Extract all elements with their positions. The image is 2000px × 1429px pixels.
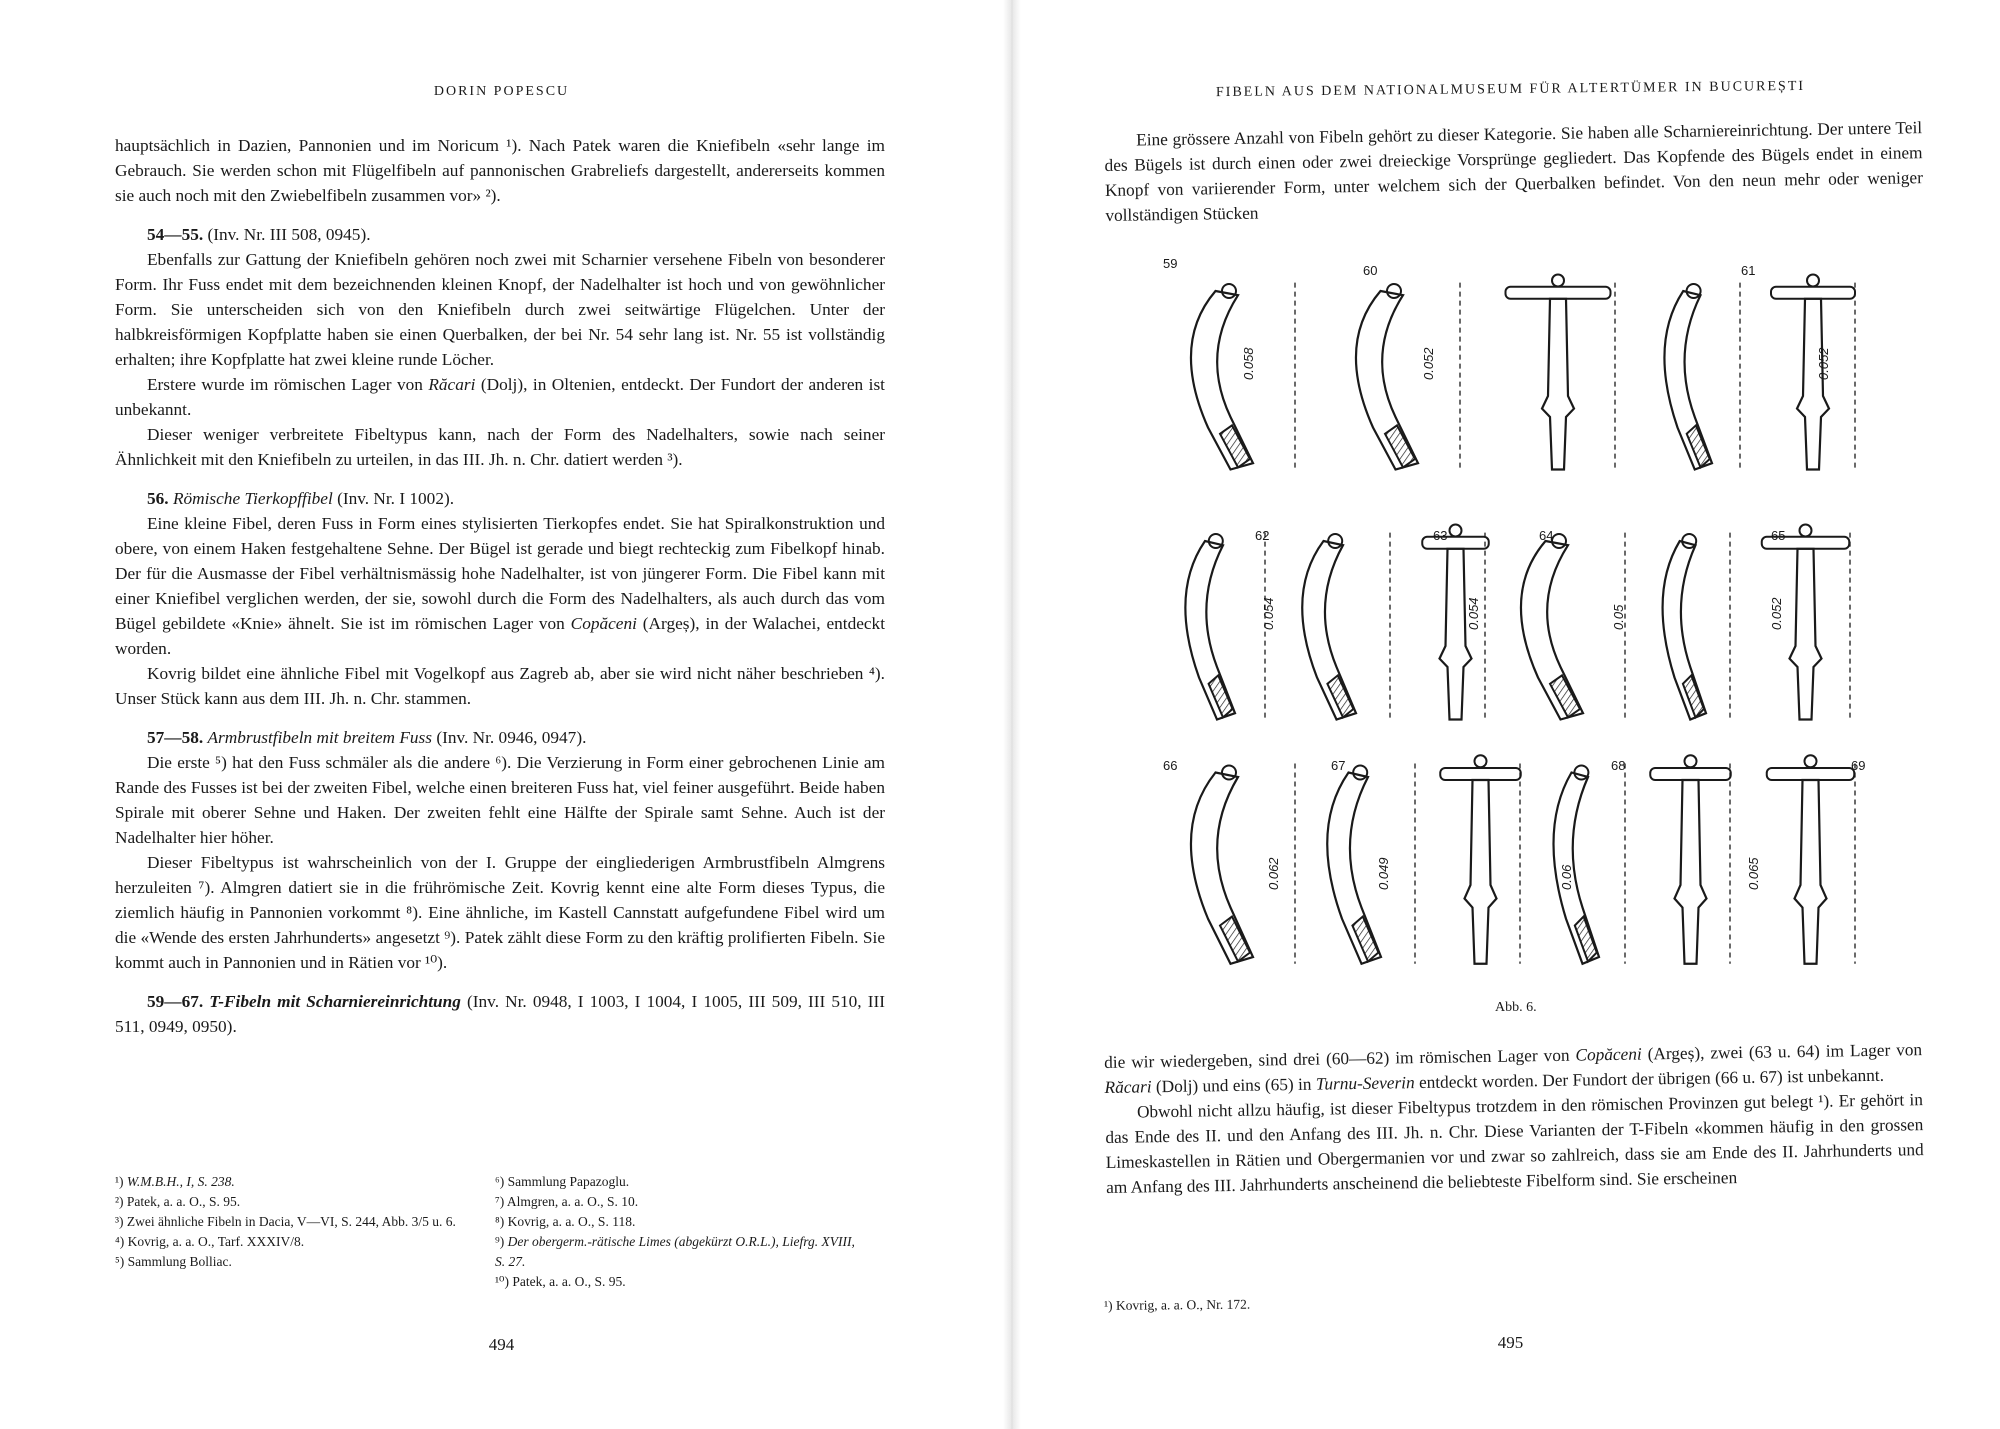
footnote-mark: ⁶) [495,1174,505,1189]
scale-label: 0.054 [1466,597,1481,630]
entry-number: 57—58. [147,728,204,747]
entry-title: Römische Tierkopffibel [172,489,333,508]
paragraph: Dieser weniger verbreitete Fibeltypus kann, nach der Form des Nadelhalters, sowie nach seiner Ähnlichkeit mit den Kniefibeln zu urteilen, in das III. Jh. n. Chr. datiert werden ³). [115,425,885,469]
scale-label: 0.062 [1266,857,1281,890]
scale-label: 0.052 [1816,347,1831,380]
place-name: Răcari [428,375,476,394]
fibula-drawing [1767,755,1855,964]
entry-inventory: (Inv. Nr. I 1002). [337,489,455,508]
paragraph: Kovrig bildet eine ähnliche Fibel mit Vogelkopf aus Zagreb ab, aber sie wird nicht näher beschrieben ⁴). Unser Stück kann aus dem III. Jh. n. Chr. stammen. [115,664,885,708]
fibula-drawing [1506,275,1616,470]
text-span: (Dolj), in Oltenien, entdeckt. Der Fundort der anderen ist unbekannt. [115,375,885,419]
place-name: Răcari [1104,1077,1152,1097]
footnote-text: Almgren, a. a. O., S. 10. [506,1194,639,1209]
scale-label: 0.058 [1241,347,1256,380]
scale-label: 0.049 [1376,857,1391,890]
footnote-item [115,1192,485,1212]
page-number-left: 494 [488,1335,515,1354]
fibula-number-label: 66 [1163,758,1178,773]
book-gutter [1003,0,1021,1429]
fibula-number-label: 64 [1539,528,1554,543]
entry-56-heading [115,486,885,511]
footnote-text: Kovrig, a. a. O., Tarf. XXXIV/8. [127,1234,305,1249]
left-body-text [115,133,885,1039]
fibula-drawing [1327,764,1415,964]
footnote-column-1 [115,1172,485,1272]
scale-label: 0.05 [1611,604,1626,630]
fibula-drawing [1663,533,1730,720]
fibula-drawing [1771,275,1855,470]
fibula-drawing [1650,755,1731,964]
footnote-text: Sammlung Bolliac. [127,1254,232,1269]
footnote-mark: ⁷) [495,1194,505,1209]
place-name: Copăceni [570,614,637,633]
footnote-text: W.M.B.H., I, S. 238. [126,1174,235,1189]
paragraph: Ebenfalls zur Gattung der Kniefibeln gehören noch zwei mit Scharnier versehene Fibeln von besonderer Form. Ihr Fuss endet mit dem bezeichnenden kleinen Knopf, der Nadelhalter ist hoch und von gewöhnlicher Form. Sie unterscheiden sich von den Kniefibeln durch zwei seitwärtige Flügelchen. Unter der halbkreisförmigen Kopfplatte haben sie einen Querbalken, der bei Nr. 54 sehr lang ist. Nr. 55 ist vollständig erhalten; ihre Kopfplatte hat zwei kleine runde Löcher. [115,250,885,369]
paragraph [115,372,885,422]
footnote-mark: ¹⁰) [495,1274,509,1289]
text-span: (Dolj) und eins (65) in [1155,1074,1312,1097]
footnote-mark: ⁸) [495,1214,505,1229]
fibula-drawing [1356,283,1460,470]
footnote-text: Zwei ähnliche Fibeln in Dacia, V—VI, S. 244, Abb. 3/5 u. 6. [126,1214,456,1229]
text-span: Eine kleine Fibel, deren Fuss in Form eines stylisierten Tierkopfes endet. Sie hat Spiralkonstruktion und obere, von einem Haken festgehaltene Sehne. Der Bügel ist gerade und biegt rechteckig zum Fibelkopf hinab. Der für die Ausmasse der Fibel verhältnismässig hohe Nadelhalter, ist von jüngerer Form. Die Fibel kann mit einer Kniefibel verglichen werden, der sie, sowohl durch die Form des Nadelhalters, als auch durch das vom Bügel gebildete «Knie» ähnelt. Sie ist im römischen Lager von [115,514,885,633]
fibula-drawing [1185,533,1265,720]
right-footnote [1104,1290,1704,1316]
fibula-drawings [1143,250,1883,1000]
place-name: Turnu-Severin [1315,1073,1415,1094]
paragraph: Dieser Fibeltypus ist wahrscheinlich von der I. Gruppe der eingliederigen Armbrustfibeln Almgrens herzuleiten ⁷). Almgren datiert sie in die frührömische Zeit. Kovrig kennt eine alte Form dieses Typus, die ziemlich häufig in Pannonien vorkommt ⁸). Eine ähnliche, im Kastell Cannstatt aufgefundene Fibel wird um die «Wende des ersten Jahrhunderts» angesetzt ⁹). Patek zählt diese Form zu den kräftig prolifierten Fibeln. Sie kommt auch in Pannonien und in Rätien vor ¹⁰). [115,853,885,972]
text-span: die wir wiedergeben, sind drei (60—62) im römischen Lager von [1104,1045,1570,1072]
footnote-item: ¹) Kovrig, a. a. O., Nr. 172. [1104,1296,1251,1313]
footnote-mark: ¹) [115,1174,124,1189]
footnote-item [115,1232,485,1252]
page-number-right: 495 [1497,1333,1524,1352]
text-span: (Argeș), in der Walachei, entdeckt worden. [115,614,885,658]
fibula-drawing [1440,755,1521,964]
scale-label: 0.052 [1769,597,1784,630]
scale-label: 0.054 [1261,597,1276,630]
right-lower-text [1104,1037,1924,1200]
fibula-number-label: 59 [1163,256,1178,271]
fibula-number-label: 65 [1771,528,1786,543]
footnote-text: Patek, a. a. O., S. 95. [512,1274,626,1289]
footnote-mark: ³) [115,1214,124,1229]
entry-inventory: (Inv. Nr. III 508, 0945). [207,225,371,244]
paragraph [115,511,885,661]
text-span: entdeckt worden. Der Fundort der übrigen (66 u. 67) ist unbekannt. [1418,1065,1885,1093]
scale-label: 0.06 [1559,864,1574,890]
entry-59-67-heading [115,989,885,1039]
figure-caption: Abb. 6. [1495,1000,1537,1015]
text-span: Erstere wurde im römischen Lager von [147,375,423,394]
footnote-item [495,1232,865,1272]
figure-abb-6 [1143,250,1883,1000]
footnote-text: Patek, a. a. O., S. 95. [126,1194,241,1209]
text-span: (Argeș), zwei (63 u. 64) im Lager von [1647,1040,1923,1064]
footnote-text: Der obergerm.-rätische Limes (abgekürzt O.R.L.), Liefrg. XVIII, S. 27. [495,1234,855,1269]
right-intro-text [1104,115,1923,228]
scale-label: 0.065 [1746,857,1761,890]
scale-label: 0.052 [1421,347,1436,380]
fibula-number-label: 69 [1851,758,1866,773]
fibula-drawing [1302,533,1390,720]
footnote-column-2 [495,1172,865,1292]
running-head-right: FIBELN AUS DEM NATIONALMUSEUM FÜR ALTERTÜMER IN BUCUREȘTI [1215,78,1806,101]
fibula-number-label: 68 [1611,758,1626,773]
footnote-mark: ⁵) [115,1254,125,1269]
fibula-number-label: 62 [1255,528,1270,543]
entry-number: 56. [147,489,169,508]
footnote-text: Sammlung Papazoglu. [507,1174,630,1189]
paragraph: Eine grössere Anzahl von Fibeln gehört zu dieser Kategorie. Sie haben alle Scharniereinrichtung. Der untere Teil des Bügels ist durch einen oder zwei dreieckige Vorsprünge gegliedert. Das Kopfende des Bügels endet in einem Knopf von variierender Form, unter welchem sich der Querbalken befindet. Von den neun mehr oder weniger vollständigen Stücken [1104,118,1924,225]
entry-inventory: (Inv. Nr. 0948, I 1003, I 1004, I 1005, III 509, III 510, III 511, 0949, 0950). [115,992,885,1036]
footnote-item [495,1192,865,1212]
fibula-number-label: 63 [1433,528,1448,543]
fibula-number-label: 60 [1363,263,1378,278]
fibula-drawing [1521,533,1625,720]
entry-inventory: (Inv. Nr. 0946, 0947). [436,728,587,747]
fibula-drawing [1664,283,1740,470]
place-name: Copăceni [1575,1044,1642,1065]
fibula-number-label: 61 [1741,263,1756,278]
entry-54-55-heading [115,222,885,247]
left-footnotes [115,1172,885,1312]
fibula-number-label: 67 [1331,758,1346,773]
footnote-item [115,1172,485,1192]
footnote-mark: ⁴) [115,1234,125,1249]
fibula-drawing [1554,764,1626,964]
paragraph: Die erste ⁵) hat den Fuss schmäler als die andere ⁶). Die Verzierung in Form einer gebrochenen Linie am Rande des Fusses ist bei der zweiten Fibel, welche einen breiteren Fuss hat, viel feiner ausgeführt. Beide haben Spirale mit oberer Sehne und Haken. Der zweiten fehlt eine Hälfte der Spirale samt Sehne. Auch ist der Nadelhalter hier höher. [115,753,885,847]
entry-title: Armbrustfibeln mit breitem Fuss [207,728,432,747]
footnote-item [115,1212,485,1232]
footnote-item [115,1252,485,1272]
footnote-mark: ⁹) [495,1234,505,1249]
running-head-left: DORIN POPESCU [433,84,570,99]
footnote-item [495,1272,865,1292]
entry-57-58-heading [115,725,885,750]
footnote-mark: ²) [115,1194,124,1209]
footnote-item [495,1172,865,1192]
entry-number: 59—67. [147,992,204,1011]
paragraph: Obwohl nicht allzu häufig, ist dieser Fibeltypus trotzdem in den römischen Provinzen gut belegt ¹). Er gehört in das Ende des II. und den Anfang des III. Jh. n. Chr. Diese Varianten der T-Fibeln «kommen häufig in den grossen Limeskastellen in Rätien und Obergermanien vor und zwar so zahlreich, dass sie am Ende des II. Jahrhunderts und am Anfang des III. Jahrhunderts anscheinend die beliebteste Fibelform sind. Sie erscheinen [1105,1090,1924,1197]
footnote-text: Kovrig, a. a. O., S. 118. [507,1214,636,1229]
entry-number: 54—55. [147,225,204,244]
paragraph: hauptsächlich in Dazien, Pannonien und im Noricum ¹). Nach Patek waren die Kniefibeln «sehr lange im Gebrauch. Sie werden schon mit Flügelfibeln auf pannonischen Grabreliefs dargestellt, andererseits kommen sie auch noch mit den Zwiebelfibeln zusammen vor» ²). [115,136,885,205]
footnote-item [495,1212,865,1232]
entry-title: T-Fibeln mit Scharniereinrichtung [209,992,461,1011]
